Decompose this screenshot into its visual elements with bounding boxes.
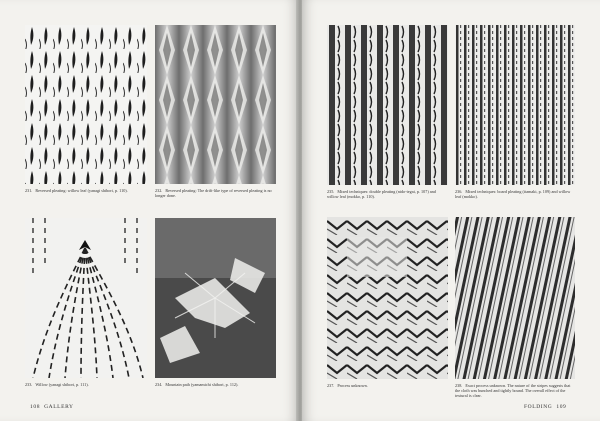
figure-232-number: 232. xyxy=(155,188,163,193)
process-unknown-pattern-image xyxy=(327,217,448,379)
figure-233-number: 233. xyxy=(25,382,33,387)
willow-leaf-pattern-image xyxy=(25,25,147,184)
figure-234-photo xyxy=(155,218,276,378)
willow-pattern-image xyxy=(25,218,147,378)
figure-235-text: Mixed techniques: double pleating (nido-tegai, p. 107) and willow leaf (mokko, p. 110). xyxy=(327,189,436,200)
figure-235-caption xyxy=(327,189,445,199)
figure-238-caption xyxy=(455,383,573,399)
figure-234-number: 234. xyxy=(155,382,163,387)
figure-231-caption xyxy=(25,188,143,193)
figure-236-photo xyxy=(455,25,575,185)
figure-235-number: 235. xyxy=(327,189,335,194)
figure-237-photo xyxy=(327,217,448,379)
reversed-pleating-pattern-image xyxy=(155,25,276,184)
figure-237-text: Process unknown. xyxy=(337,383,368,388)
left-page-number: 108 xyxy=(30,404,41,410)
right-folio xyxy=(524,404,570,410)
right-running-head: FOLDING xyxy=(524,404,553,410)
bunched-binding-pattern-image xyxy=(455,217,575,379)
board-pleating-pattern-image xyxy=(455,25,575,185)
figure-234-caption xyxy=(155,382,273,387)
figure-231-photo xyxy=(25,25,147,184)
right-page xyxy=(302,0,600,421)
left-folio xyxy=(30,404,78,410)
figure-237-caption xyxy=(327,383,445,388)
figure-236-number: 236. xyxy=(455,189,463,194)
figure-232-caption xyxy=(155,188,273,198)
figure-232-photo xyxy=(155,25,276,184)
figure-236-caption xyxy=(455,189,573,199)
figure-234-text: Mountain path (yamamichi shibori, p. 112). xyxy=(165,382,239,387)
mountain-path-pattern-image xyxy=(155,218,276,378)
figure-236-text: Mixed techniques: board pleating (itamaki, p. 109) and willow leaf (mokko). xyxy=(455,189,571,200)
figure-233-caption xyxy=(25,382,143,387)
right-page-number: 109 xyxy=(556,404,567,410)
figure-238-number: 238. xyxy=(455,383,463,388)
figure-237-number: 237. xyxy=(327,383,335,388)
figure-233-photo xyxy=(25,218,147,378)
left-page xyxy=(0,0,298,421)
figure-238-photo xyxy=(455,217,575,379)
figure-231-number: 231. xyxy=(25,188,33,193)
figure-231-text: Reversed pleating: willow leaf (yanagi shibori, p. 110). xyxy=(35,188,128,193)
left-running-head: GALLERY xyxy=(44,404,74,410)
figure-233-text: Willow (yanagi shibori, p. 111). xyxy=(35,382,89,387)
figure-232-text: Reversed pleating: The drift-like type of reversed pleating is no longer done. xyxy=(155,188,272,199)
double-pleating-pattern-image xyxy=(327,25,448,185)
figure-235-photo xyxy=(327,25,448,185)
figure-238-text: Exact process unknown. The nature of the stripes suggests that the cloth was bunched and tightly bound. The overall effect of the textural is clear. xyxy=(455,383,571,399)
